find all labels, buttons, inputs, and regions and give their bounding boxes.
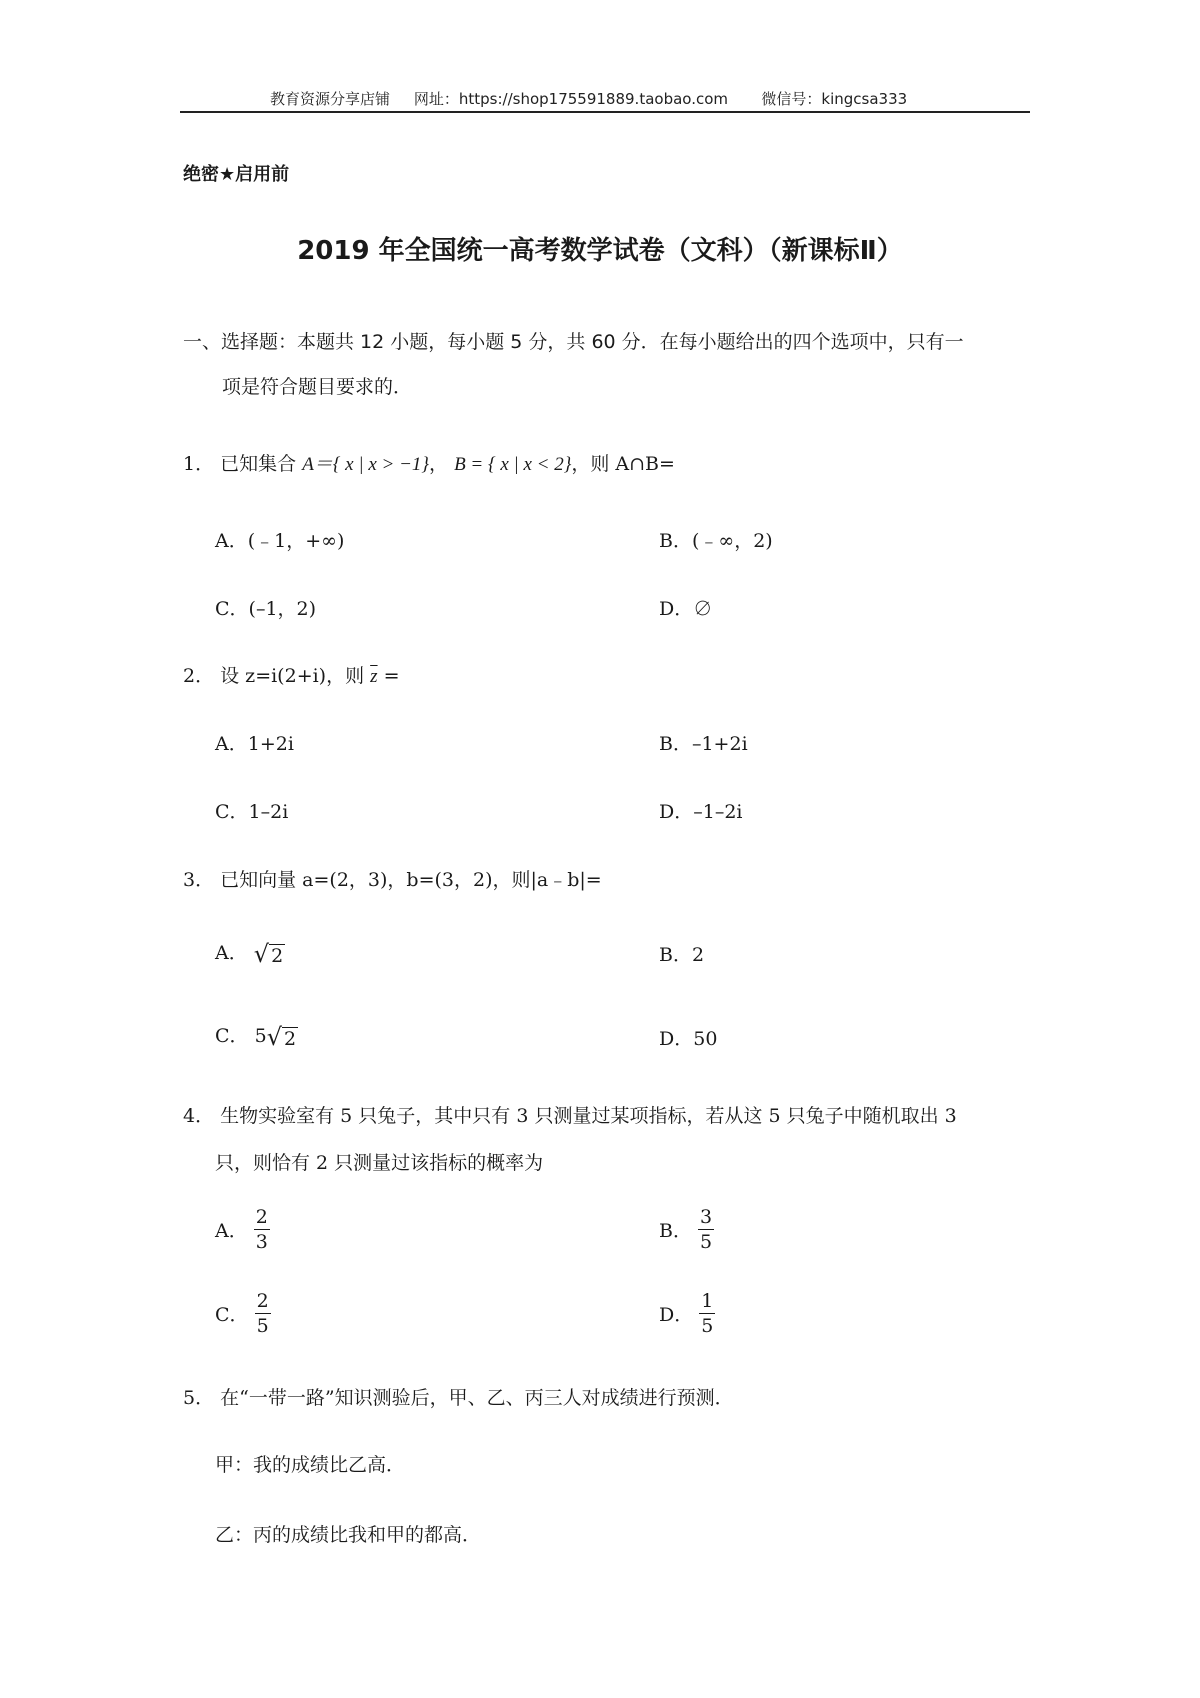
q1-option-a[interactable]: A．(﹣1，+∞) xyxy=(215,530,345,552)
header-wechat: kingcsa333 xyxy=(821,90,908,108)
header-url-label: 网址： xyxy=(413,90,459,108)
set-b: B = { x | x < 2} xyxy=(454,454,572,475)
z-conjugate: $\overline{z}$ xyxy=(370,666,378,687)
question-4-stem-line2: 只，则恰有 2 只测量过该指标的概率为 xyxy=(215,1152,544,1174)
sqrt-icon: √ xyxy=(266,1022,282,1051)
question-number: 2． xyxy=(183,665,215,687)
q3-option-a[interactable]: A． √ 2 xyxy=(215,939,284,968)
header-wechat-label: 微信号： xyxy=(761,90,822,108)
question-4-stem-line1: 4． 生物实验室有 5 只兔子，其中只有 3 只测量过某项指标，若从这 5 只兔子中随机取出 3 xyxy=(183,1105,957,1127)
fraction: $\frac{2}{5}$ xyxy=(256,1290,269,1337)
q1-option-c[interactable]: C．(–1，2) xyxy=(215,598,317,620)
statement-jia: 甲：我的成绩比乙高． xyxy=(215,1454,406,1476)
q1-option-b[interactable]: B．(﹣∞，2) xyxy=(659,530,773,552)
q4-option-a[interactable]: A． $\frac{2}{3}$ xyxy=(215,1206,268,1253)
question-number: 1． xyxy=(183,453,215,475)
q4-option-c[interactable]: C． $\frac{2}{5}$ xyxy=(215,1290,269,1337)
confidential-mark: 绝密★启用前 xyxy=(183,164,290,185)
statement-yi: 乙：丙的成绩比我和甲的都高． xyxy=(215,1524,482,1546)
question-number: 5． xyxy=(183,1387,215,1409)
header-shop: 教育资源分享店铺 xyxy=(270,90,391,108)
question-3-stem: 3． 已知向量 a=(2，3)，b=(3，2)，则|a﹣b|= xyxy=(183,869,602,891)
sqrt-expression: √ 2 xyxy=(266,1022,297,1051)
set-a: A＝{ x | x > −1} xyxy=(302,454,429,475)
page-title: 2019 年全国统一高考数学试卷（文科）（新课标Ⅱ） xyxy=(297,236,903,266)
q4-option-d[interactable]: D． $\frac{1}{5}$ xyxy=(659,1290,714,1337)
question-2-stem: 2． 设 z=i(2+i)，则 $\overline{z}$ = xyxy=(183,665,400,687)
header-line xyxy=(270,88,907,109)
q1-option-d[interactable]: D．∅ xyxy=(659,598,713,620)
sqrt-icon: √ xyxy=(253,939,270,968)
question-number: 4． xyxy=(183,1105,215,1127)
q4-option-b[interactable]: B． $\frac{3}{5}$ xyxy=(659,1206,713,1253)
q2-option-b[interactable]: B．–1+2i xyxy=(659,733,748,755)
q2-option-d[interactable]: D．–1–2i xyxy=(659,801,743,823)
fraction: $\frac{3}{5}$ xyxy=(700,1206,713,1253)
header-url[interactable]: https://shop175591889.taobao.com xyxy=(458,90,729,108)
question-1-stem: 1． 已知集合 A＝{ x | x > −1}， B = { x | x < 2}，则 A∩B= xyxy=(183,453,675,475)
sqrt-expression: √ 2 xyxy=(253,939,284,968)
question-5-stem: 5． 在“一带一路”知识测验后，甲、乙、丙三人对成绩进行预测． xyxy=(183,1387,734,1409)
fraction: $\frac{1}{5}$ xyxy=(701,1290,714,1337)
section-heading-line2: 项是符合题目要求的． xyxy=(222,376,413,398)
q2-option-a[interactable]: A．1+2i xyxy=(215,733,294,755)
q3-option-d[interactable]: D．50 xyxy=(659,1028,718,1050)
header-divider xyxy=(180,111,1030,113)
question-number: 3． xyxy=(183,869,215,891)
q3-option-b[interactable]: B．2 xyxy=(659,944,705,966)
section-heading-line1: 一、选择题：本题共 12 小题，每小题 5 分，共 60 分．在每小题给出的四个选项中，只有一 xyxy=(183,331,964,353)
fraction: $\frac{2}{3}$ xyxy=(255,1206,268,1253)
q2-option-c[interactable]: C．1–2i xyxy=(215,801,289,823)
q3-option-c[interactable]: C． 5√ 2 xyxy=(215,1022,297,1051)
